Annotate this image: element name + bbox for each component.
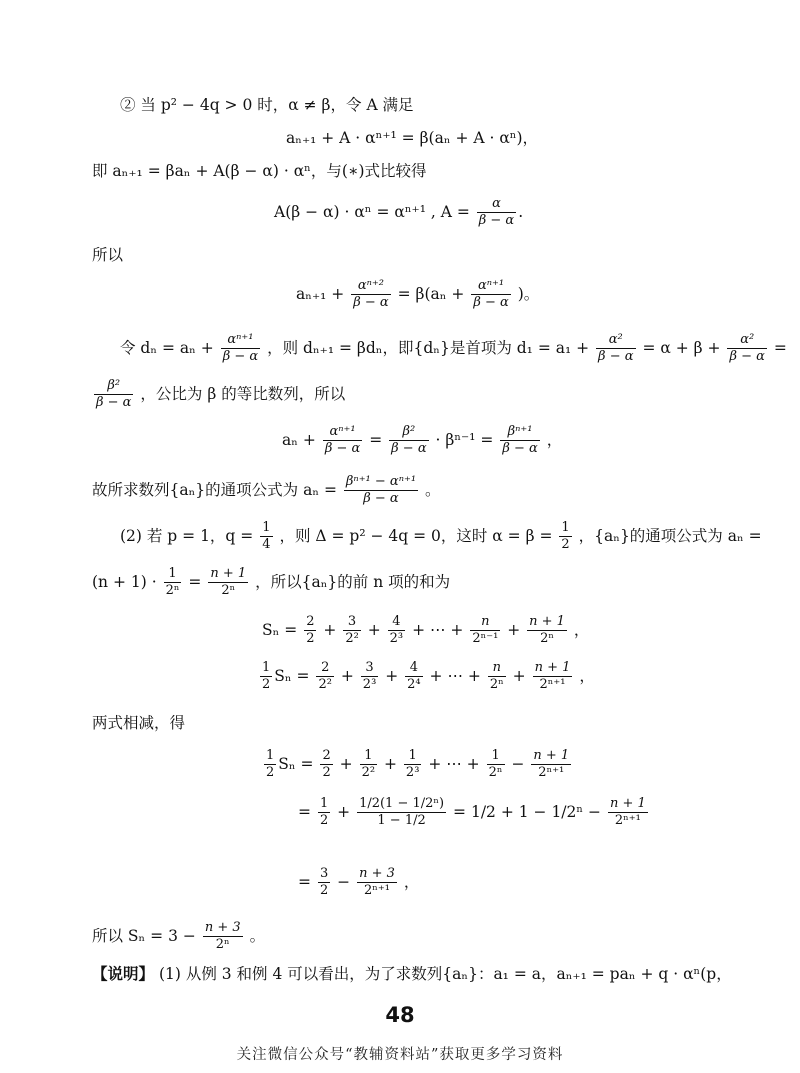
eq3-c: )。: [517, 284, 540, 303]
part2b-den2: 2ⁿ: [221, 583, 236, 599]
s2-t2-den: 2³: [362, 677, 377, 693]
eq4-d: ，: [546, 430, 563, 449]
d1-t3-den: 2³: [405, 765, 420, 781]
ling-num3: α²: [727, 332, 766, 349]
part2-den2: 2: [561, 537, 570, 553]
eq4-num: αⁿ⁺¹: [323, 424, 362, 441]
d2-rest: = 1/2 + 1 − 1/2ⁿ −: [453, 802, 602, 821]
ling-c: = α + β +: [642, 338, 721, 357]
part2-a: (2) 若 p = 1，q =: [120, 526, 254, 545]
d2-eq: =: [298, 802, 311, 821]
page-number: 48: [385, 1003, 415, 1027]
ling-den2: β − α: [598, 349, 634, 365]
part2b-num2: n + 1: [208, 566, 248, 583]
s1-t1-num: 2: [304, 614, 316, 631]
s1-t4-num: n: [470, 614, 500, 631]
s2-t1-den: 2²: [318, 677, 332, 693]
s1-lhs: Sₙ =: [262, 620, 298, 639]
s1-t3-den: 2³: [389, 631, 404, 647]
d2-minus-den: 2ⁿ⁺¹: [614, 813, 641, 829]
text-case2: ② 当 p² − 4q > 0 时，α ≠ β，令 A 满足: [120, 96, 414, 114]
d1-t1-num: 2: [320, 748, 332, 765]
s2-t3-num: 4: [405, 660, 422, 677]
ling-den: β − α: [222, 349, 259, 365]
s2-t4-num: n: [488, 660, 506, 677]
eq3-num2: αⁿ⁺¹: [471, 278, 510, 295]
eq4-c: · βⁿ⁻¹ =: [435, 430, 494, 449]
general-den: β − α: [363, 491, 399, 507]
note-text: (1) 从例 3 和例 4 可以看出，为了求数列{aₙ}：a₁ = a，aₙ₊₁ = paₙ + q · αⁿ(p，: [158, 965, 732, 983]
s1-t1-den: 2: [306, 631, 315, 647]
s1-dots: + ⋯ +: [412, 620, 464, 639]
s1-end: ，: [573, 620, 590, 639]
s2-lhs-num: 1: [260, 660, 272, 677]
difference-line-2: = $\frac{1}{2}$ + $\frac{\text{1/2(1 − 1/2ⁿ)}}{1 - 1/2}$ = 1/2 + 1 − 1/2ⁿ − $\frac{n + 1}{\text{2ⁿ⁺¹}}$: [298, 796, 646, 829]
sum-half-sn: $\frac{1}{2}$ Sₙ = $\frac{2}{\text{2²}}$ + $\frac{3}{\text{2³}}$ + $\frac{4}{\text{2⁴}}$ + ⋯ + $\frac{n}{\text{2ⁿ}}$ + $\frac{n + 1}{\text{2ⁿ⁺¹}}$ ，: [262, 660, 595, 693]
eq4-den: β − α: [324, 441, 361, 457]
eq4-a: aₙ +: [282, 430, 316, 449]
part2b-b: =: [188, 572, 202, 591]
s2-t4-den: 2ⁿ: [489, 677, 504, 693]
ling-d: =: [773, 338, 787, 357]
difference-line-3: = $\frac{3}{2}$ − $\frac{n + 3}{\text{2ⁿ⁺¹}}$ ，: [298, 866, 420, 899]
cont-num: β²: [94, 378, 133, 395]
s1-t2-den: 2²: [345, 631, 359, 647]
cont-text: ，公比为 β 的等比数列，所以: [140, 384, 346, 403]
equation-2: A(β − α) · αⁿ = αⁿ⁺¹ , A = $\frac{\alpha}{\beta - \alpha}$ .: [274, 196, 524, 229]
ling-num: αⁿ⁺¹: [221, 332, 260, 349]
part2-c: ，{aₙ}的通项公式为 aₙ =: [578, 526, 762, 545]
text-suoyi: 所以: [92, 246, 124, 264]
s1-t3-num: 4: [388, 614, 405, 631]
d1-t4-num: 1: [487, 748, 505, 765]
d1-t5-num: n + 1: [531, 748, 571, 765]
part2-num2: 1: [559, 520, 571, 537]
d1-t4-den: 2ⁿ: [488, 765, 503, 781]
part2b-c: ，所以{aₙ}的前 n 项的和为: [255, 572, 451, 591]
equation-3: [296, 278, 539, 312]
note-label: 【说明】: [92, 964, 155, 983]
footer-banner: 关注微信公众号“教辅资料站”获取更多学习资料: [236, 1047, 564, 1063]
eq2-lhs: A(β − α) · αⁿ = αⁿ⁺¹ , A =: [274, 202, 470, 221]
d1-lhs-den: 2: [266, 765, 275, 781]
d1-t2-num: 1: [360, 748, 377, 765]
final-b: 。: [249, 926, 266, 945]
final-a: 所以 Sₙ = 3 −: [92, 926, 196, 945]
d3-minus-num: n + 3: [357, 866, 397, 883]
ling-b: ，则 dₙ₊₁ = βdₙ，即{dₙ}是首项为 d₁ = a₁ +: [267, 338, 590, 357]
s2-t1-num: 2: [316, 660, 333, 677]
text-compare: 即 aₙ₊₁ = βaₙ + A(β − α) · αⁿ，与(∗)式比较得: [92, 162, 427, 180]
s2-t3-den: 2⁴: [407, 677, 421, 693]
d2-minus-num: n + 1: [608, 796, 648, 813]
s2-lhs-den: 2: [262, 677, 271, 693]
text-part2: [120, 520, 762, 554]
part2-den: 4: [262, 537, 271, 553]
part2b-num: 1: [164, 566, 182, 583]
ling-num2: α²: [596, 332, 635, 349]
ling-a: 令 dₙ = aₙ +: [120, 338, 214, 357]
text-continuation: [92, 378, 345, 412]
sum-sn: Sₙ = $\frac{2}{2}$ + $\frac{3}{\text{2²}}$ + $\frac{4}{\text{2³}}$ + ⋯ + $\frac{n}{\text{2ⁿ⁻¹}}$ + $\frac{n + 1}{\text{2ⁿ}}$ ，: [262, 614, 590, 647]
final-num: n + 3: [203, 920, 243, 937]
d3-eq: =: [298, 872, 311, 891]
s2-t2-num: 3: [361, 660, 378, 677]
text-note: [92, 966, 732, 983]
part2-num: 1: [260, 520, 272, 537]
d3-end: ，: [403, 872, 420, 891]
s1-t5-den: 2ⁿ: [540, 631, 555, 647]
d1-t3-num: 1: [404, 748, 421, 765]
text-ling: [120, 332, 787, 366]
eq3-den2: β − α: [473, 295, 509, 311]
eq4-num2: β²: [389, 424, 428, 441]
part2-b: ，则 Δ = p² − 4q = 0，这时 α = β =: [279, 526, 553, 545]
s1-t2-num: 3: [343, 614, 360, 631]
d3-minus-den: 2ⁿ⁺¹: [363, 883, 390, 899]
eq2-num: α: [477, 196, 516, 213]
eq4-den2: β − α: [391, 441, 427, 457]
final-den: 2ⁿ: [215, 937, 230, 953]
d1-lhs-num: 1: [264, 748, 276, 765]
eq3-a: aₙ₊₁ +: [296, 284, 345, 303]
d2-half-den: 2: [319, 813, 329, 829]
eq4-num3: βⁿ⁺¹: [500, 424, 539, 441]
eq3-num: αⁿ⁺²: [351, 278, 390, 295]
general-b: 。: [424, 480, 441, 499]
d3-a-num: 3: [318, 866, 330, 883]
part2b-den: 2ⁿ: [165, 583, 180, 599]
d1-t5-den: 2ⁿ⁺¹: [538, 765, 565, 781]
d1-lhs: Sₙ =: [278, 754, 314, 773]
text-general-formula: [92, 474, 441, 508]
equation-1: aₙ₊₁ + A · αⁿ⁺¹ = β(aₙ + A · αⁿ)，: [286, 129, 539, 147]
eq4-b: =: [369, 430, 383, 449]
ling-den3: β − α: [729, 349, 765, 365]
text-part2-cont: [92, 566, 450, 600]
d2-big-num: 1/2(1 − 1/2ⁿ): [357, 796, 446, 813]
s1-t4-den: 2ⁿ⁻¹: [472, 631, 499, 647]
eq2-fraction: [477, 196, 516, 230]
s2-lhs: Sₙ =: [274, 666, 310, 685]
d1-t2-den: 2²: [361, 765, 376, 781]
cont-den: β − α: [96, 395, 132, 411]
equation-4: [282, 424, 562, 458]
part2b-a: (n + 1) ·: [92, 572, 157, 591]
s2-end: ，: [579, 666, 595, 685]
text-liangshi: 两式相减，得: [92, 714, 186, 732]
s2-t5-num: n + 1: [533, 660, 573, 677]
s2-t5-den: 2ⁿ⁺¹: [539, 677, 566, 693]
d2-half-num: 1: [318, 796, 330, 813]
eq4-den3: β − α: [502, 441, 538, 457]
d2-big-den: 1 − 1/2: [377, 813, 426, 829]
eq3-b: = β(aₙ +: [397, 284, 465, 303]
eq2-den: β − α: [478, 213, 515, 229]
s2-dots: + ⋯ +: [429, 666, 481, 685]
text-final: [92, 920, 265, 954]
general-num: βⁿ⁺¹ − αⁿ⁺¹: [344, 474, 418, 491]
eq3-den: β − α: [353, 295, 389, 311]
d3-a-den: 2: [319, 883, 329, 899]
d1-t1-den: 2: [322, 765, 331, 781]
d1-dots: + ⋯ +: [428, 754, 480, 773]
s1-t5-num: n + 1: [527, 614, 567, 631]
difference-line-1: $\frac{1}{2}$ Sₙ = $\frac{2}{2}$ + $\frac{1}{\text{2²}}$ + $\frac{1}{\text{2³}}$ + ⋯ + $\frac{1}{\text{2ⁿ}}$ − $\frac{n + 1}{\text{2ⁿ⁺¹}}$: [266, 748, 570, 781]
general-a: 故所求数列{aₙ}的通项公式为 aₙ =: [92, 480, 337, 499]
